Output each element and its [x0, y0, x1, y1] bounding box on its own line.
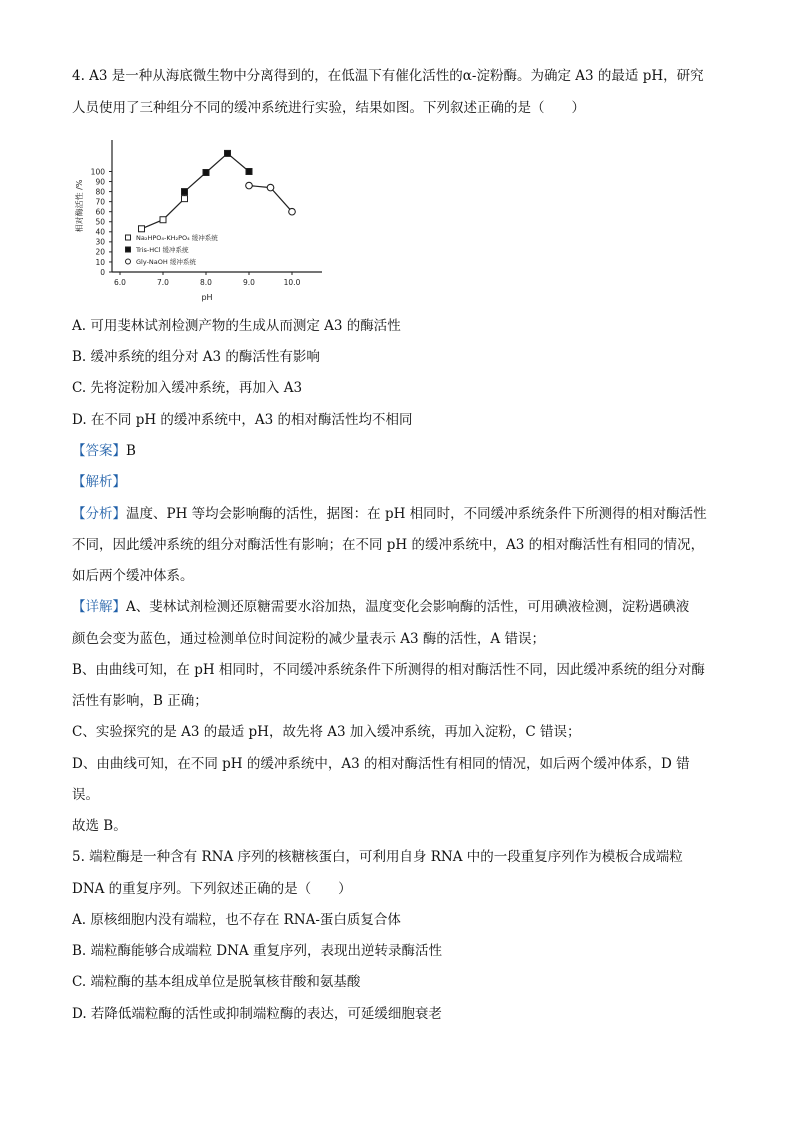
- y-tick-label: 30: [95, 237, 105, 247]
- xiangjie-line5: C、实验探究的是 A3 的最适 pH，故先将 A3 加入缓冲系统，再加入淀粉，C 错误；: [72, 724, 581, 740]
- q5-stem-line2: DNA 的重复序列。下列叙述正确的是（ ）: [72, 881, 352, 897]
- q5-option-b: B. 端粒酶能够合成端粒 DNA 重复序列，表现出逆转录酶活性: [72, 943, 442, 959]
- x-axis-label: pH: [201, 293, 213, 302]
- xiangjie-tag: 【详解】: [72, 599, 126, 615]
- answer-tag: 【答案】: [72, 443, 126, 459]
- q4-stem-line1: 4. A3 是一种从海底微生物中分离得到的，在低温下有催化活性的α-淀粉酶。为确定 A3 的最适 pH，研究: [72, 68, 704, 84]
- q4-option-b: B. 缓冲系统的组分对 A3 的酶活性有影响: [72, 349, 320, 365]
- legend-marker: [126, 247, 131, 252]
- enzyme-activity-chart: [72, 132, 332, 310]
- data-point: [225, 150, 231, 156]
- data-point: [160, 217, 166, 223]
- legend-label: Tris-HCl 缓冲系统: [136, 246, 189, 254]
- chart-legend: [126, 233, 219, 266]
- q5-option-a: A. 原核细胞内没有端粒，也不存在 RNA-蛋白质复合体: [72, 912, 401, 928]
- y-tick-label: 40: [95, 227, 105, 237]
- legend-label: Na₂HPO₄-KH₂PO₄ 缓冲系统: [136, 234, 218, 242]
- data-point: [182, 196, 188, 202]
- fenxi-line3: 如后两个缓冲体系。: [72, 568, 194, 584]
- fenxi-line2: 不同，因此缓冲系统的组分对酶活性有影响；在不同 pH 的缓冲系统中，A3 的相对酶活性有相同的情况，: [72, 537, 705, 553]
- x-tick-label: 6.0: [114, 278, 126, 287]
- data-point: [246, 169, 252, 175]
- answer-value: B: [126, 443, 136, 459]
- xiangjie-line3: B、由曲线可知，在 pH 相同时，不同缓冲系统条件下所测得的相对酶活性不同，因此缓冲系统的组分对酶: [72, 662, 705, 678]
- data-point: [139, 226, 145, 232]
- x-tick-label: 9.0: [243, 278, 255, 287]
- data-point: [267, 184, 274, 191]
- y-axis-label: 相对酶活性 /%: [75, 179, 84, 233]
- fenxi-text1: 温度、PH 等均会影响酶的活性，据图：在 pH 相同时，不同缓冲系统条件下所测得的相对酶活性: [126, 506, 707, 522]
- x-tick-label: 8.0: [200, 278, 212, 287]
- y-tick-label: 20: [95, 247, 105, 257]
- y-tick-label: 10: [95, 257, 105, 267]
- legend-marker: [126, 259, 131, 264]
- y-tick-label: 50: [95, 217, 105, 227]
- xiangjie-line1: [72, 597, 689, 617]
- xiangjie-line7: 误。: [72, 787, 99, 803]
- series-line-1: [185, 153, 250, 191]
- q4-option-d: D. 在不同 pH 的缓冲系统中，A3 的相对酶活性均不相同: [72, 412, 413, 428]
- y-tick-label: 100: [90, 167, 105, 177]
- y-tick-label: 70: [95, 197, 105, 207]
- xiangjie-line8: 故选 B。: [72, 818, 127, 834]
- y-tick-label: 0: [100, 267, 105, 277]
- data-point: [182, 189, 188, 195]
- fenxi-tag: 【分析】: [72, 506, 126, 522]
- xiangjie-line2: 颜色会变为蓝色，通过检测单位时间淀粉的减少量表示 A3 酶的活性，A 错误；: [72, 631, 545, 647]
- q5-option-d: D. 若降低端粒酶的活性或抑制端粒酶的表达，可延缓细胞衰老: [72, 1006, 442, 1022]
- y-tick-label: 80: [95, 187, 105, 197]
- legend-marker: [126, 235, 131, 240]
- q5-stem-line1: 5. 端粒酶是一种含有 RNA 序列的核糖核蛋白，可利用自身 RNA 中的一段重复序列作为模板合成端粒: [72, 849, 683, 865]
- data-point: [203, 170, 209, 176]
- data-point: [289, 208, 296, 215]
- y-tick-label: 60: [95, 207, 105, 217]
- data-point: [246, 182, 253, 189]
- xiangjie-line4: 活性有影响，B 正确；: [72, 693, 208, 709]
- q4-option-a: A. 可用斐林试剂检测产物的生成从而测定 A3 的酶活性: [72, 318, 401, 334]
- xiangjie-text1: A、斐林试剂检测还原糖需要水浴加热，温度变化会影响酶的活性，可用碘液检测，淀粉遇碘液: [126, 599, 690, 615]
- q5-option-c: C. 端粒酶的基本组成单位是脱氧核苷酸和氨基酸: [72, 974, 361, 990]
- x-tick-label: 10.0: [283, 278, 301, 287]
- fenxi-line1: [72, 504, 707, 524]
- answer-line: [72, 441, 136, 461]
- q4-stem-line2: 人员使用了三种组分不同的缓冲系统进行实验，结果如图。下列叙述正确的是（ ）: [72, 100, 585, 116]
- legend-label: Gly-NaOH 缓冲系统: [136, 258, 196, 266]
- analysis-tag: 【解析】: [72, 474, 126, 490]
- x-tick-label: 7.0: [157, 278, 169, 287]
- xiangjie-line6: D、由曲线可知，在不同 pH 的缓冲系统中，A3 的相对酶活性有相同的情况，如后两个缓冲体系，D 错: [72, 756, 690, 772]
- y-tick-label: 90: [95, 177, 105, 187]
- q4-option-c: C. 先将淀粉加入缓冲系统，再加入 A3: [72, 380, 303, 396]
